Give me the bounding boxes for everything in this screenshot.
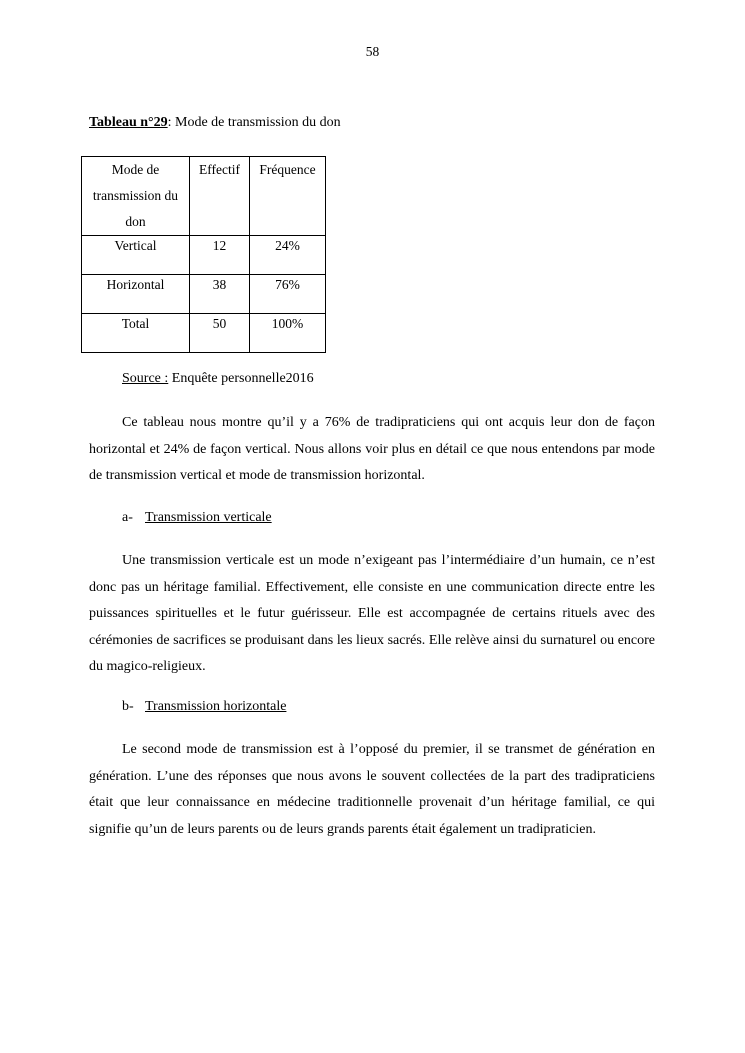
- source-note: [122, 371, 314, 387]
- cell-effectif: 50: [190, 314, 250, 353]
- subheading-vertical: a- Transmission verticale: [122, 510, 272, 525]
- cell-effectif: 38: [190, 275, 250, 314]
- paragraph-vertical: Une transmission verticale est un mode n’exigeant pas l’intermédiaire d’un humain, ce n’est donc pas un héritage familial. Effectivement, elle consiste en une communication directe entre les puissances spirituelles et le futur guérisseur. Elle est accompagnée de certains rituels avec des cérémonies de sacrifices se produisant dans les lieux sacrés. Elle relève ainsi du surnaturel ou encore du magico-religieux.: [89, 553, 655, 674]
- cell-mode: Total: [82, 314, 190, 353]
- source-label: Source :: [122, 371, 169, 386]
- table-caption: [89, 115, 341, 131]
- source-text: Enquête personnelle2016: [168, 371, 314, 386]
- data-table: [81, 156, 326, 353]
- caption-text: : Mode de transmission du don: [167, 115, 341, 130]
- table-header-row: [82, 157, 326, 236]
- cell-mode: Horizontal: [82, 275, 190, 314]
- cell-frequence: 76%: [250, 275, 326, 314]
- paragraph-intro: Ce tableau nous montre qu’il y a 76% de tradipraticiens qui ont acquis leur don de façon horizontal et 24% de façon vertical. Nous allons voir plus en détail ce que nous entendons par mode de transmission vertical et mode de transmission horizontal.: [89, 415, 655, 483]
- table-row: [82, 236, 326, 275]
- subheading-horizontal: b- Transmission horizontale: [122, 699, 287, 714]
- cell-mode: Vertical: [82, 236, 190, 275]
- cell-frequence: 24%: [250, 236, 326, 275]
- cell-effectif: 12: [190, 236, 250, 275]
- header-frequence: Fréquence: [250, 157, 326, 236]
- table-row: [82, 314, 326, 353]
- page-number: 58: [365, 44, 380, 59]
- caption-label: Tableau n°29: [89, 115, 168, 130]
- cell-frequence: 100%: [250, 314, 326, 353]
- table-row: [82, 275, 326, 314]
- header-mode: Mode de transmission du don: [82, 157, 190, 236]
- paragraph-horizontal: Le second mode de transmission est à l’opposé du premier, il se transmet de génération en génération. L’une des réponses que nous avons le souvent collectées de la part des tradipraticiens était que leur connaissance en médecine traditionnelle provenait d’un héritage familial, ce qui signifie qu’un de leurs parents ou de leurs grands parents était également un tradipraticien.: [89, 742, 655, 837]
- header-effectif: Effectif: [190, 157, 250, 236]
